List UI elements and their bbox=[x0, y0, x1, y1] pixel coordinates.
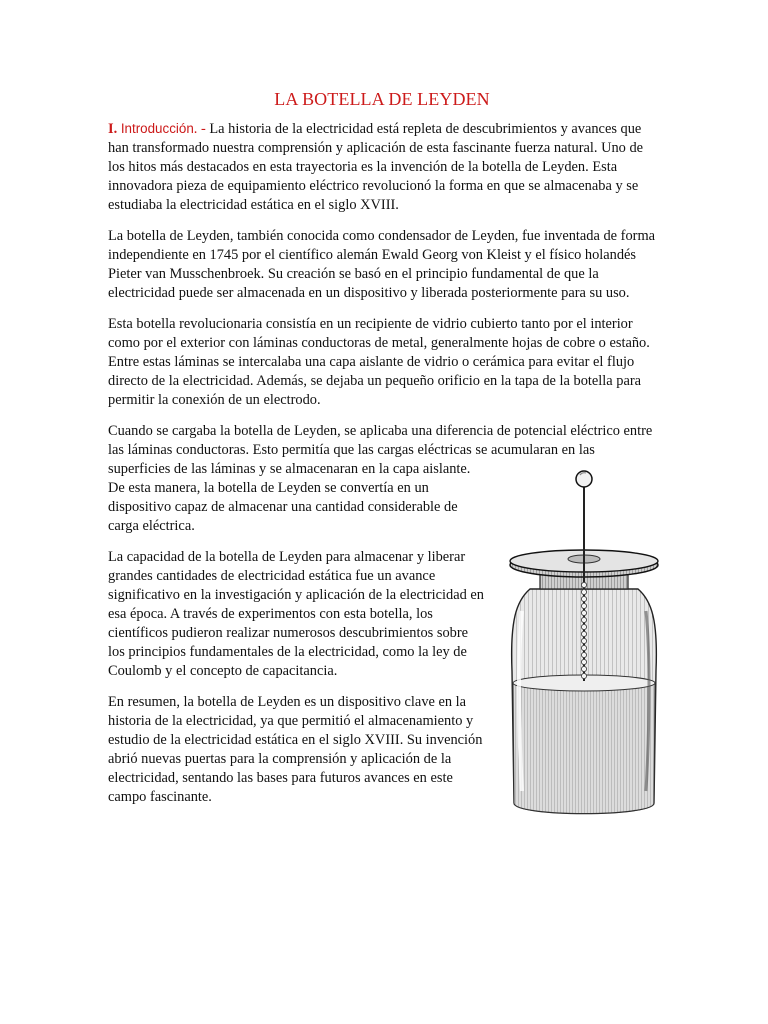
document-page bbox=[108, 88, 656, 825]
page-title: LA BOTELLA DE LEYDEN bbox=[274, 89, 490, 109]
body-paragraph-charging bbox=[108, 422, 656, 460]
leyden-jar-illustration bbox=[500, 461, 668, 825]
body-paragraph-capacity: La capacidad de la botella de Leyden para almacenar y liberar grandes cantidades de electricidad estática fue un avance significativo en la investigación y aplicación de la electricidad en esa época. A través de experimentos con esta botella, los científicos pudieron realizar numerosos descubrimientos sobre los principios fundamentales de la electricidad, como la ley de Coulomb y el concepto de capacitancia. bbox=[108, 549, 485, 679]
intro-paragraph bbox=[108, 119, 656, 215]
body-paragraph-summary: En resumen, la botella de Leyden es un dispositivo clave en la historia de la electricidad, ya que permitió el almacenamiento y estudio de la electricidad estática en el siglo XVIII. Su invención abrió nuevas puertas para la comprensión y aplicación de la electricidad, sentando las bases para futuros avances en este campo fascinante. bbox=[108, 694, 483, 805]
body-paragraph-construction: Esta botella revolucionaria consistía en un recipiente de vidrio cubierto tanto por el interior como por el exterior con láminas conductoras de metal, generalmente hojas de cobre o estaño. Entre estas láminas se intercalaba una capa aislante de vidrio o cerámica para evitar el flujo directo de la electricidad. Además, se dejaba un pequeño orificio en la tapa de la botella para permitir la conexión de un electrodo. bbox=[108, 316, 650, 408]
section-title: Introducción bbox=[120, 121, 194, 136]
body-paragraph-charging-cont: superficies de las láminas y se almacenaran en la capa aislante. De esta manera, la botella de Leyden se convertía en un dispositivo capaz de almacenar una cantidad considerable de carga eléctrica. bbox=[108, 461, 471, 534]
section-number: I. bbox=[108, 121, 118, 137]
leyden-jar-icon bbox=[500, 461, 668, 825]
body-paragraph-invention: La botella de Leyden, también conocida como condensador de Leyden, fue inventada de forma independiente en 1745 por el científico alemán Ewald Georg von Kleist y el físico holandés Pieter van Musschenbroek. Su creación se basó en el principio fundamental de que la electricidad puede ser almacenada en un dispositivo y liberada posteriormente para su uso. bbox=[108, 228, 656, 301]
section-separator: . - bbox=[193, 121, 206, 137]
intro-text: La historia de la electricidad está repleta de descubrimientos y avances que han transformado nuestra comprensión y aplicación de esta fascinante fuerza natural. Uno de los hitos más destacados en esta trayectoria es la invención de la botella de Leyden. Esta innovadora pieza de equipamiento eléctrico revolucionó la forma en que se almacenaba y se estudiaba la electricidad estática en el siglo XVIII. bbox=[108, 121, 644, 213]
section-heading bbox=[108, 121, 194, 137]
charging-text-start: Cuando se cargaba la botella de Leyden, se aplicaba una diferencia de potencial eléctrico entre las láminas conductoras. Esto permitía que las cargas eléctricas se acumularan en las bbox=[108, 423, 653, 458]
